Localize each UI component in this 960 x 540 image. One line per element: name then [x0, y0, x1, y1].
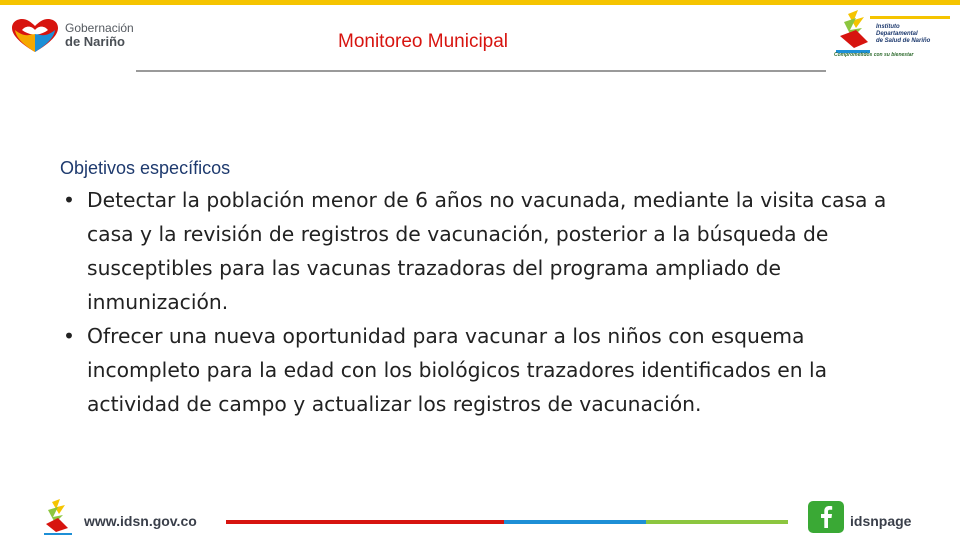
bullet-marker: •: [63, 188, 75, 212]
facebook-icon[interactable]: [807, 500, 845, 534]
svg-text:Departamental: Departamental: [876, 31, 918, 37]
page-title: Monitoreo Municipal: [338, 31, 509, 52]
top-accent-stripe: [0, 0, 960, 5]
idsn-emblem-icon: [834, 8, 952, 58]
footer-bar-green: [646, 520, 788, 524]
title-divider: [136, 70, 826, 72]
bullet-text: Detectar la población menor de 6 años no vacunada, mediante la visita casa a casa y la revisión de registros de vacunación, posterior a la búsqueda de susceptibles para las vacunas trazadoras del programa ampliado de inmunización.: [87, 188, 887, 314]
gobernacion-logo-line2: de Nariño: [65, 34, 125, 49]
bullet-text: Ofrecer una nueva oportunidad para vacunar a los niños con esquema incompleto para la edad con los biológicos trazadores identificados en la actividad de campo y actualizar los registros de vacunación.: [87, 324, 828, 416]
website-link[interactable]: www.idsn.gov.co: [84, 513, 197, 529]
idsn-logo: [834, 8, 952, 58]
footer-bar-blue: [504, 520, 646, 524]
gobernacion-logo: [10, 16, 150, 56]
footer-logo-icon: [42, 498, 80, 536]
svg-text:Instituto: Instituto: [876, 24, 900, 30]
footer-bar-red: [226, 520, 504, 524]
svg-text:de Salud de Nariño: de Salud de Nariño: [876, 38, 931, 44]
list-item: [58, 183, 898, 319]
objectives-list: [58, 183, 898, 421]
section-heading: Objetivos específicos: [60, 158, 231, 178]
social-handle[interactable]: idsnpage: [850, 513, 912, 529]
list-item: [58, 319, 898, 421]
gobernacion-logo-line1: Gobernación: [65, 21, 134, 35]
bullet-marker: •: [63, 324, 75, 348]
svg-text:Comprometidos con su bienestar: Comprometidos con su bienestar: [834, 52, 914, 58]
heart-logo-icon: [10, 18, 60, 54]
